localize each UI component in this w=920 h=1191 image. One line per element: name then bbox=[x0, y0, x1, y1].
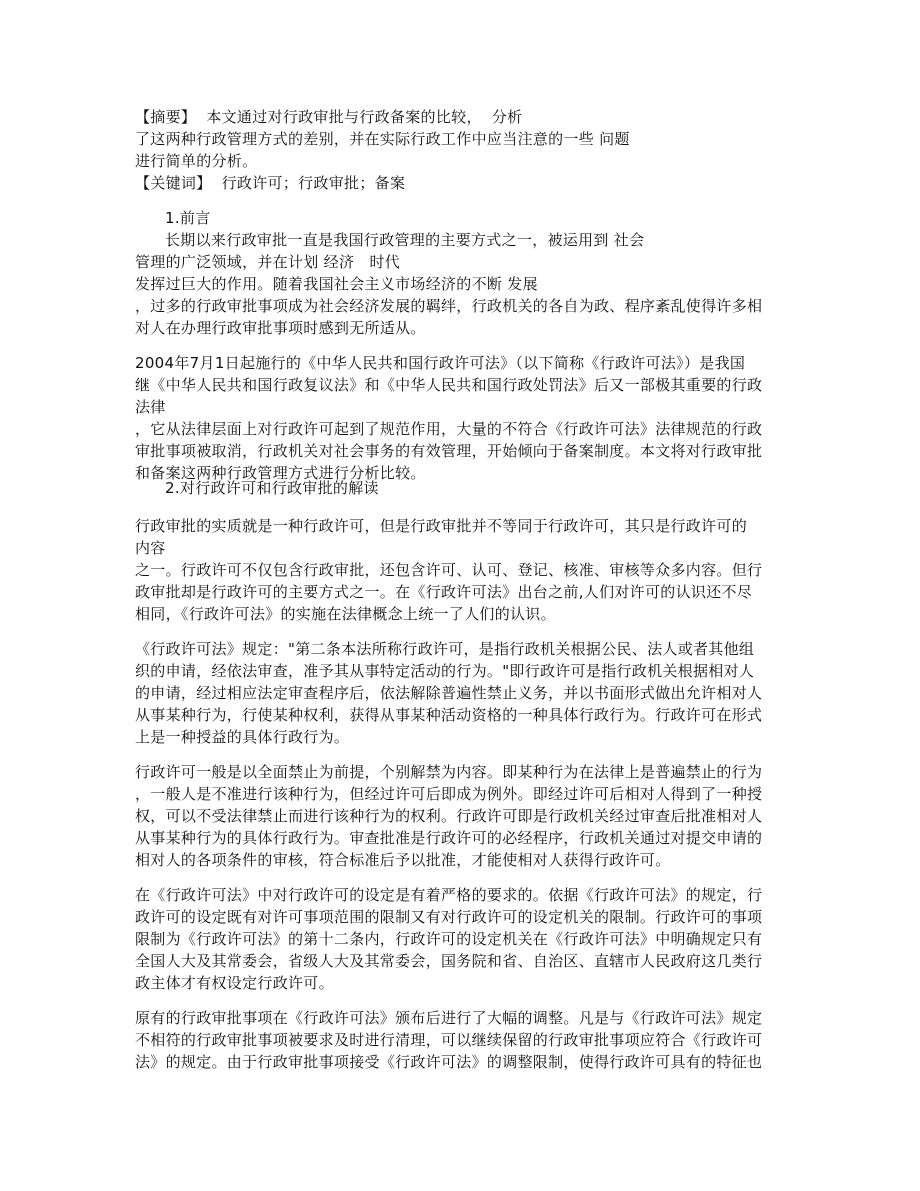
paragraph-line: 政许可的设定既有对许可事项范围的限制又有对行政许可的设定机关的限制。行政许可的事项 bbox=[135, 908, 763, 926]
paragraph-line: 之一。行政许可不仅包含行政审批，还包含许可、认可、登记、核准、审核等众多内容。但行 bbox=[135, 561, 763, 579]
paragraph-line: 审批事项被取消，行政机关对社会事务的有效管理，开始倾向于备案制度。本文将对行政审批 bbox=[135, 442, 763, 460]
paragraph-line: 相对人的各项条件的审核，符合标准后予以批准，才能使相对人获得行政许可。 bbox=[135, 851, 671, 869]
paragraph-line: 《行政许可法》规定："第二条本法所称行政许可，是指行政机关根据公民、法人或者其他组 bbox=[135, 640, 755, 658]
paragraph-line: 的申请，经过相应法定审查程序后，依法解除普遍性禁止义务，并以书面形式做出允许相对人 bbox=[135, 684, 763, 702]
paragraph-line: 在《行政许可法》中对行政许可的设定是有着严格的要求的。依据《行政许可法》的规定，行 bbox=[135, 886, 763, 904]
paragraph-line: 织的申请，经依法审查，准予其从事特定活动的行为。"即行政许可是指行政机关根据相对人 bbox=[135, 662, 755, 680]
section-heading: 1.前言 bbox=[165, 209, 211, 227]
keywords-line: 【关键词】 行政许可；行政审批；备案 bbox=[135, 174, 406, 192]
paragraph-line: 政审批却是行政许可的主要方式之一。在《行政许可法》出台之前,人们对许可的认识还不尽 bbox=[135, 583, 753, 601]
paragraph-line: 全国人大及其常委会，省级人大及其常委会，国务院和省、自治区、直辖市人民政府这几类行 bbox=[135, 952, 763, 970]
paragraph-line: 内容 bbox=[135, 539, 166, 557]
paragraph-line: 管理的广泛领域，并在计划 经济 时代 bbox=[135, 253, 401, 271]
paragraph-line: 行政审批的实质就是一种行政许可，但是行政审批并不等同于行政许可，其只是行政许可的 bbox=[135, 517, 748, 535]
paragraph-line: 从事某种行为的具体行政行为。审查批准是行政许可的必经程序，行政机关通过对提交申请的 bbox=[135, 829, 763, 847]
paragraph-line: 原有的行政审批事项在《行政许可法》颁布后进行了大幅的调整。凡是与《行政许可法》规定 bbox=[135, 1009, 763, 1027]
paragraph-line: 行政许可一般是以全面禁止为前提，个别解禁为内容。即某种行为在法律上是普遍禁止的行为 bbox=[135, 763, 763, 781]
paragraph-line: 从事某种行为，行使某种权利，获得从事某种活动资格的一种具体行政行为。行政许可在形式 bbox=[135, 706, 763, 724]
paragraph-line: 和备案这两种行政管理方式进行分析比较。 bbox=[135, 464, 426, 482]
paragraph-line: 发挥过巨大的作用。随着我国社会主义市场经济的不断 发展 bbox=[135, 275, 538, 293]
paragraph-line: 长期以来行政审批一直是我国行政管理的主要方式之一，被运用到 社会 bbox=[165, 231, 645, 249]
paragraph-line: 权，可以不受法律禁止而进行该种行为的权利。行政许可即是行政机关经过审查后批准相对人 bbox=[135, 807, 763, 825]
paragraph-line: 相同，《行政许可法》的实施在法律概念上统一了人们的认识。 bbox=[135, 605, 556, 623]
paragraph-line: ，一般人是不准进行该种行为，但经过许可后即成为例外。即经过许可后相对人得到了一种授 bbox=[135, 785, 763, 803]
paragraph-line: 上是一种授益的具体行政行为。 bbox=[135, 728, 350, 746]
paragraph-line: 法》的规定。由于行政审批事项接受《行政许可法》的调整限制，使得行政许可具有的特征也 bbox=[135, 1053, 763, 1071]
abstract-line: 了这两种行政管理方式的差别，并在实际行政工作中应当注意的一些 问题 bbox=[135, 130, 630, 148]
paragraph-line: 继《中华人民共和国行政复议法》和《中华人民共和国行政处罚法》后又一部极其重要的行政 bbox=[135, 376, 763, 394]
paragraph-line: 不相符的行政审批事项被要求及时进行清理，可以继续保留的行政审批事项应符合《行政许可 bbox=[135, 1031, 763, 1049]
paragraph-line: 限制为《行政许可法》的第十二条内，行政许可的设定机关在《行政许可法》中明确规定只有 bbox=[135, 930, 763, 948]
paragraph-line: 对人在办理行政审批事项时感到无所适从。 bbox=[135, 319, 426, 337]
paragraph-line: 2004年7月1日起施行的《中华人民共和国行政许可法》（以下简称《行政许可法》）是我国 bbox=[135, 354, 746, 372]
abstract-line: 进行简单的分析。 bbox=[135, 152, 258, 170]
paragraph-line: ，它从法律层面上对行政许可起到了规范作用，大量的不符合《行政许可法》法律规范的行政 bbox=[135, 420, 763, 438]
paragraph-line: 政主体才有权设定行政许可。 bbox=[135, 974, 334, 992]
section-heading: 2.对行政许可和行政审批的解读 bbox=[165, 479, 379, 497]
paragraph-line: 法律 bbox=[135, 398, 166, 416]
paragraph-line: ，过多的行政审批事项成为社会经济发展的羁绊，行政机关的各自为政、程序紊乱使得许多相 bbox=[135, 297, 763, 315]
abstract-line: 【摘要】 本文通过对行政审批与行政备案的比较， 分析 bbox=[135, 108, 523, 126]
